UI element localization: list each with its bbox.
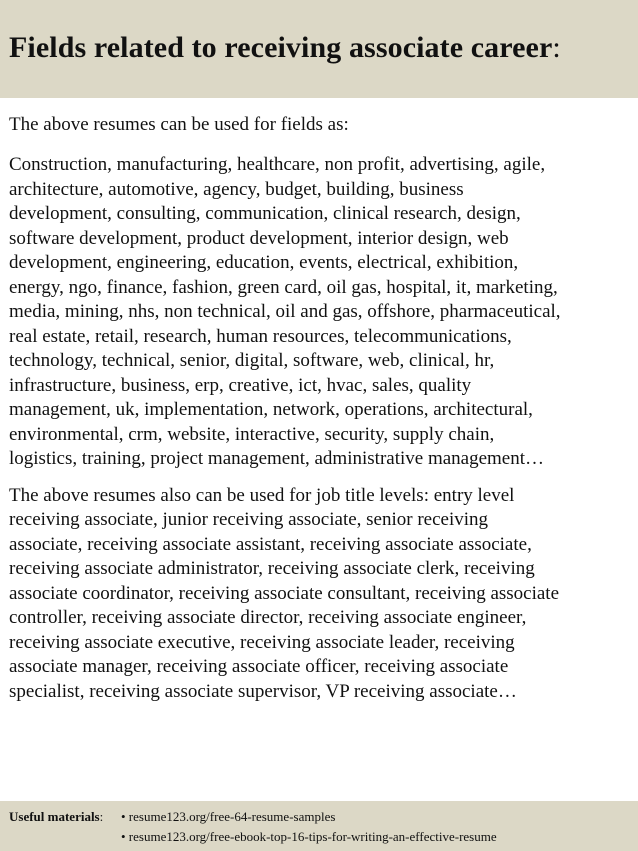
footer-label-spacer: [9, 827, 121, 847]
intro-text: The above resumes can be used for fields as:: [9, 114, 349, 135]
useful-materials-footer: [0, 801, 638, 851]
job-levels-line: associate manager, receiving associate officer, receiving associate: [9, 656, 509, 677]
job-levels-line: receiving associate executive, receiving associate leader, receiving: [9, 631, 515, 653]
fields-paragraph: [9, 153, 634, 472]
fields-line: Construction, manufacturing, healthcare, non profit, advertising, agile,: [9, 154, 546, 175]
fields-line: architecture, automotive, agency, budget, building, business: [9, 178, 464, 200]
fields-line: logistics, training, project management, administrative management…: [9, 448, 545, 469]
fields-line: media, mining, nhs, non technical, oil and gas, offshore, pharmaceutical,: [9, 301, 561, 322]
footer-row: [9, 827, 638, 847]
main-content: [9, 110, 634, 704]
title-banner: [0, 0, 638, 98]
fields-line: real estate, retail, research, human resources, telecommunications,: [9, 325, 512, 347]
fields-line: environmental, crm, website, interactive, security, supply chain,: [9, 423, 495, 445]
fields-line: development, engineering, education, events, electrical, exhibition,: [9, 252, 519, 273]
ebook-tips-link[interactable]: • resume123.org/free-ebook-top-16-tips-for-writing-an-effective-resume: [121, 829, 497, 844]
job-levels-line: specialist, receiving associate supervisor, VP receiving associate…: [9, 680, 517, 702]
resume-samples-link[interactable]: • resume123.org/free-64-resume-samples: [121, 809, 336, 824]
fields-line: software development, product development, interior design, web: [9, 227, 509, 249]
job-levels-line: associate coordinator, receiving associate consultant, receiving associate: [9, 582, 560, 604]
useful-materials-label-text: Useful materials: [9, 809, 100, 824]
useful-materials-colon: :: [99, 809, 104, 824]
fields-line: development, consulting, communication, clinical research, design,: [9, 203, 521, 224]
job-levels-line: receiving associate administrator, receiving associate clerk, receiving: [9, 558, 535, 579]
fields-line: management, uk, implementation, network, operations, architectural,: [9, 399, 533, 420]
fields-line: technology, technical, senior, digital, software, web, clinical, hr,: [9, 350, 495, 371]
footer-row: [9, 807, 638, 827]
useful-materials-label: [9, 807, 121, 827]
job-levels-line: associate, receiving associate assistant, receiving associate associate,: [9, 533, 532, 555]
page-title-text: Fields related to receiving associate career: [9, 31, 553, 64]
page-title: [9, 30, 638, 66]
page-title-colon: :: [552, 31, 561, 64]
job-levels-line: controller, receiving associate director, receiving associate engineer,: [9, 607, 527, 628]
job-levels-paragraph: [9, 484, 634, 705]
job-levels-line: receiving associate, junior receiving associate, senior receiving: [9, 509, 489, 530]
fields-line: infrastructure, business, erp, creative, ict, hvac, sales, quality: [9, 374, 472, 396]
job-levels-line: The above resumes also can be used for job title levels: entry level: [9, 484, 515, 506]
fields-line: energy, ngo, finance, fashion, green card, oil gas, hospital, it, marketing,: [9, 276, 558, 298]
